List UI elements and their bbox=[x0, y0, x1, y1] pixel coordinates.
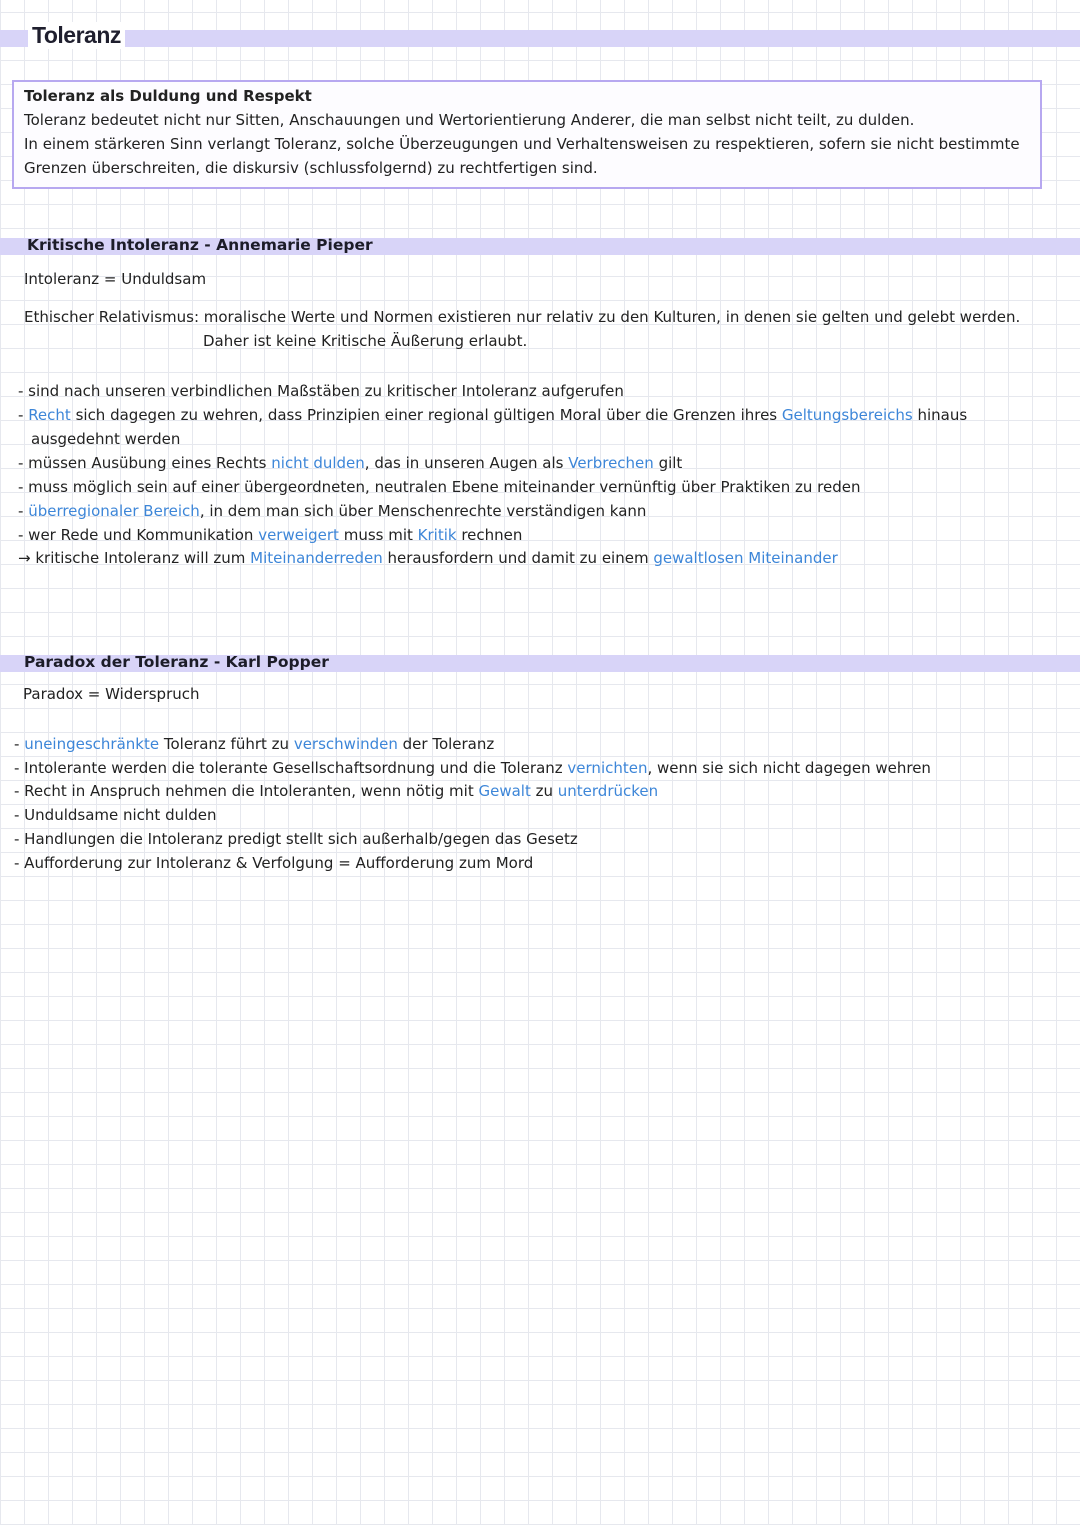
highlight-uneingeschraenkte: uneingeschränkte bbox=[24, 735, 160, 753]
bullet-text: muss mit bbox=[338, 526, 418, 544]
bullet-text: - Intolerante werden die tolerante Gesellschaftsordnung und die Toleranz bbox=[14, 759, 568, 777]
highlight-nicht-dulden: nicht dulden bbox=[271, 454, 365, 472]
bullet-text: der Toleranz bbox=[397, 735, 495, 753]
highlight-unterdruecken: unterdrücken bbox=[557, 782, 659, 800]
highlight-gewalt: Gewalt bbox=[478, 782, 531, 800]
bullet-dash: - bbox=[18, 406, 29, 424]
popper-bullet-6: - Aufforderung zur Intoleranz & Verfolgung = Aufforderung zum Mord bbox=[14, 854, 534, 872]
pieper-bullet-4: - muss möglich sein auf einer übergeordneten, neutralen Ebene miteinander vernünftig über Praktiken zu reden bbox=[18, 478, 861, 496]
pieper-bullet-6 bbox=[18, 526, 522, 544]
bullet-text: → kritische Intoleranz will zum bbox=[18, 549, 251, 567]
pieper-bullet-2 bbox=[18, 406, 967, 424]
highlight-kritik: Kritik bbox=[417, 526, 457, 544]
bullet-dash: - bbox=[18, 502, 29, 520]
bullet-text: - Recht in Anspruch nehmen die Intoleranten, wenn nötig mit bbox=[14, 782, 479, 800]
box-line-2: In einem stärkeren Sinn verlangt Toleranz, solche Überzeugungen und Verhaltensweisen zu respektieren, sofern sie nicht bestimmte bbox=[24, 135, 1020, 153]
bullet-text: , das in unseren Augen als bbox=[364, 454, 569, 472]
pieper-relativism-2: Daher ist keine Kritische Äußerung erlaubt. bbox=[203, 332, 528, 350]
bullet-text: , in dem man sich über Menschenrechte verständigen kann bbox=[199, 502, 647, 520]
popper-bullet-4: - Unduldsame nicht dulden bbox=[14, 806, 217, 824]
pieper-bullet-5 bbox=[18, 502, 646, 520]
bullet-text: hinaus bbox=[912, 406, 968, 424]
pieper-bullet-3 bbox=[18, 454, 682, 472]
bullet-text: rechnen bbox=[456, 526, 523, 544]
pieper-definition: Intoleranz = Unduldsam bbox=[24, 270, 207, 288]
bullet-text: zu bbox=[530, 782, 558, 800]
popper-definition: Paradox = Widerspruch bbox=[23, 685, 200, 703]
page-title: Toleranz bbox=[28, 22, 125, 49]
bullet-text: - wer Rede und Kommunikation bbox=[18, 526, 259, 544]
bullet-text: gilt bbox=[653, 454, 683, 472]
highlight-vernichten: vernichten bbox=[567, 759, 648, 777]
pieper-conclusion bbox=[18, 549, 838, 567]
bullet-text: , wenn sie sich nicht dagegen wehren bbox=[647, 759, 931, 777]
bullet-dash: - bbox=[14, 735, 25, 753]
highlight-verweigert: verweigert bbox=[258, 526, 339, 544]
pieper-relativism-1: Ethischer Relativismus: moralische Werte und Normen existieren nur relativ zu den Kulturen, in denen sie gelten und gelebt werden. bbox=[24, 308, 1021, 326]
box-heading: Toleranz als Duldung und Respekt bbox=[24, 87, 312, 105]
highlight-gewaltlosen-miteinander: gewaltlosen Miteinander bbox=[653, 549, 838, 567]
highlight-verschwinden: verschwinden bbox=[293, 735, 398, 753]
popper-bullet-3 bbox=[14, 782, 658, 800]
box-line-3: Grenzen überschreiten, die diskursiv (schlussfolgernd) zu rechtfertigen sind. bbox=[24, 159, 598, 177]
popper-bullet-2 bbox=[14, 759, 931, 777]
bullet-text: - müssen Ausübung eines Rechts bbox=[18, 454, 272, 472]
highlight-ueberregionaler-bereich: überregionaler Bereich bbox=[28, 502, 200, 520]
popper-bullet-1 bbox=[14, 735, 494, 753]
highlight-verbrechen: Verbrechen bbox=[568, 454, 654, 472]
section-heading-popper: Paradox der Toleranz - Karl Popper bbox=[24, 653, 329, 671]
popper-bullet-5: - Handlungen die Intoleranz predigt stellt sich außerhalb/gegen das Gesetz bbox=[14, 830, 578, 848]
title-band bbox=[0, 30, 1080, 47]
pieper-bullet-1: - sind nach unseren verbindlichen Maßstäben zu kritischer Intoleranz aufgerufen bbox=[18, 382, 624, 400]
highlight-miteinanderreden: Miteinanderreden bbox=[250, 549, 383, 567]
highlight-recht: Recht bbox=[28, 406, 71, 424]
pieper-bullet-2-continuation: ausgedehnt werden bbox=[31, 430, 181, 448]
section-heading-pieper: Kritische Intoleranz - Annemarie Pieper bbox=[27, 236, 373, 254]
highlight-geltungsbereich: Geltungsbereichs bbox=[781, 406, 913, 424]
bullet-text: sich dagegen zu wehren, dass Prinzipien einer regional gültigen Moral über die Grenzen ihres bbox=[70, 406, 782, 424]
bullet-text: Toleranz führt zu bbox=[159, 735, 294, 753]
bullet-text: herausfordern und damit zu einem bbox=[382, 549, 654, 567]
box-line-1: Toleranz bedeutet nicht nur Sitten, Anschauungen und Wertorientierung Anderer, die man selbst nicht teilt, zu dulden. bbox=[24, 111, 915, 129]
